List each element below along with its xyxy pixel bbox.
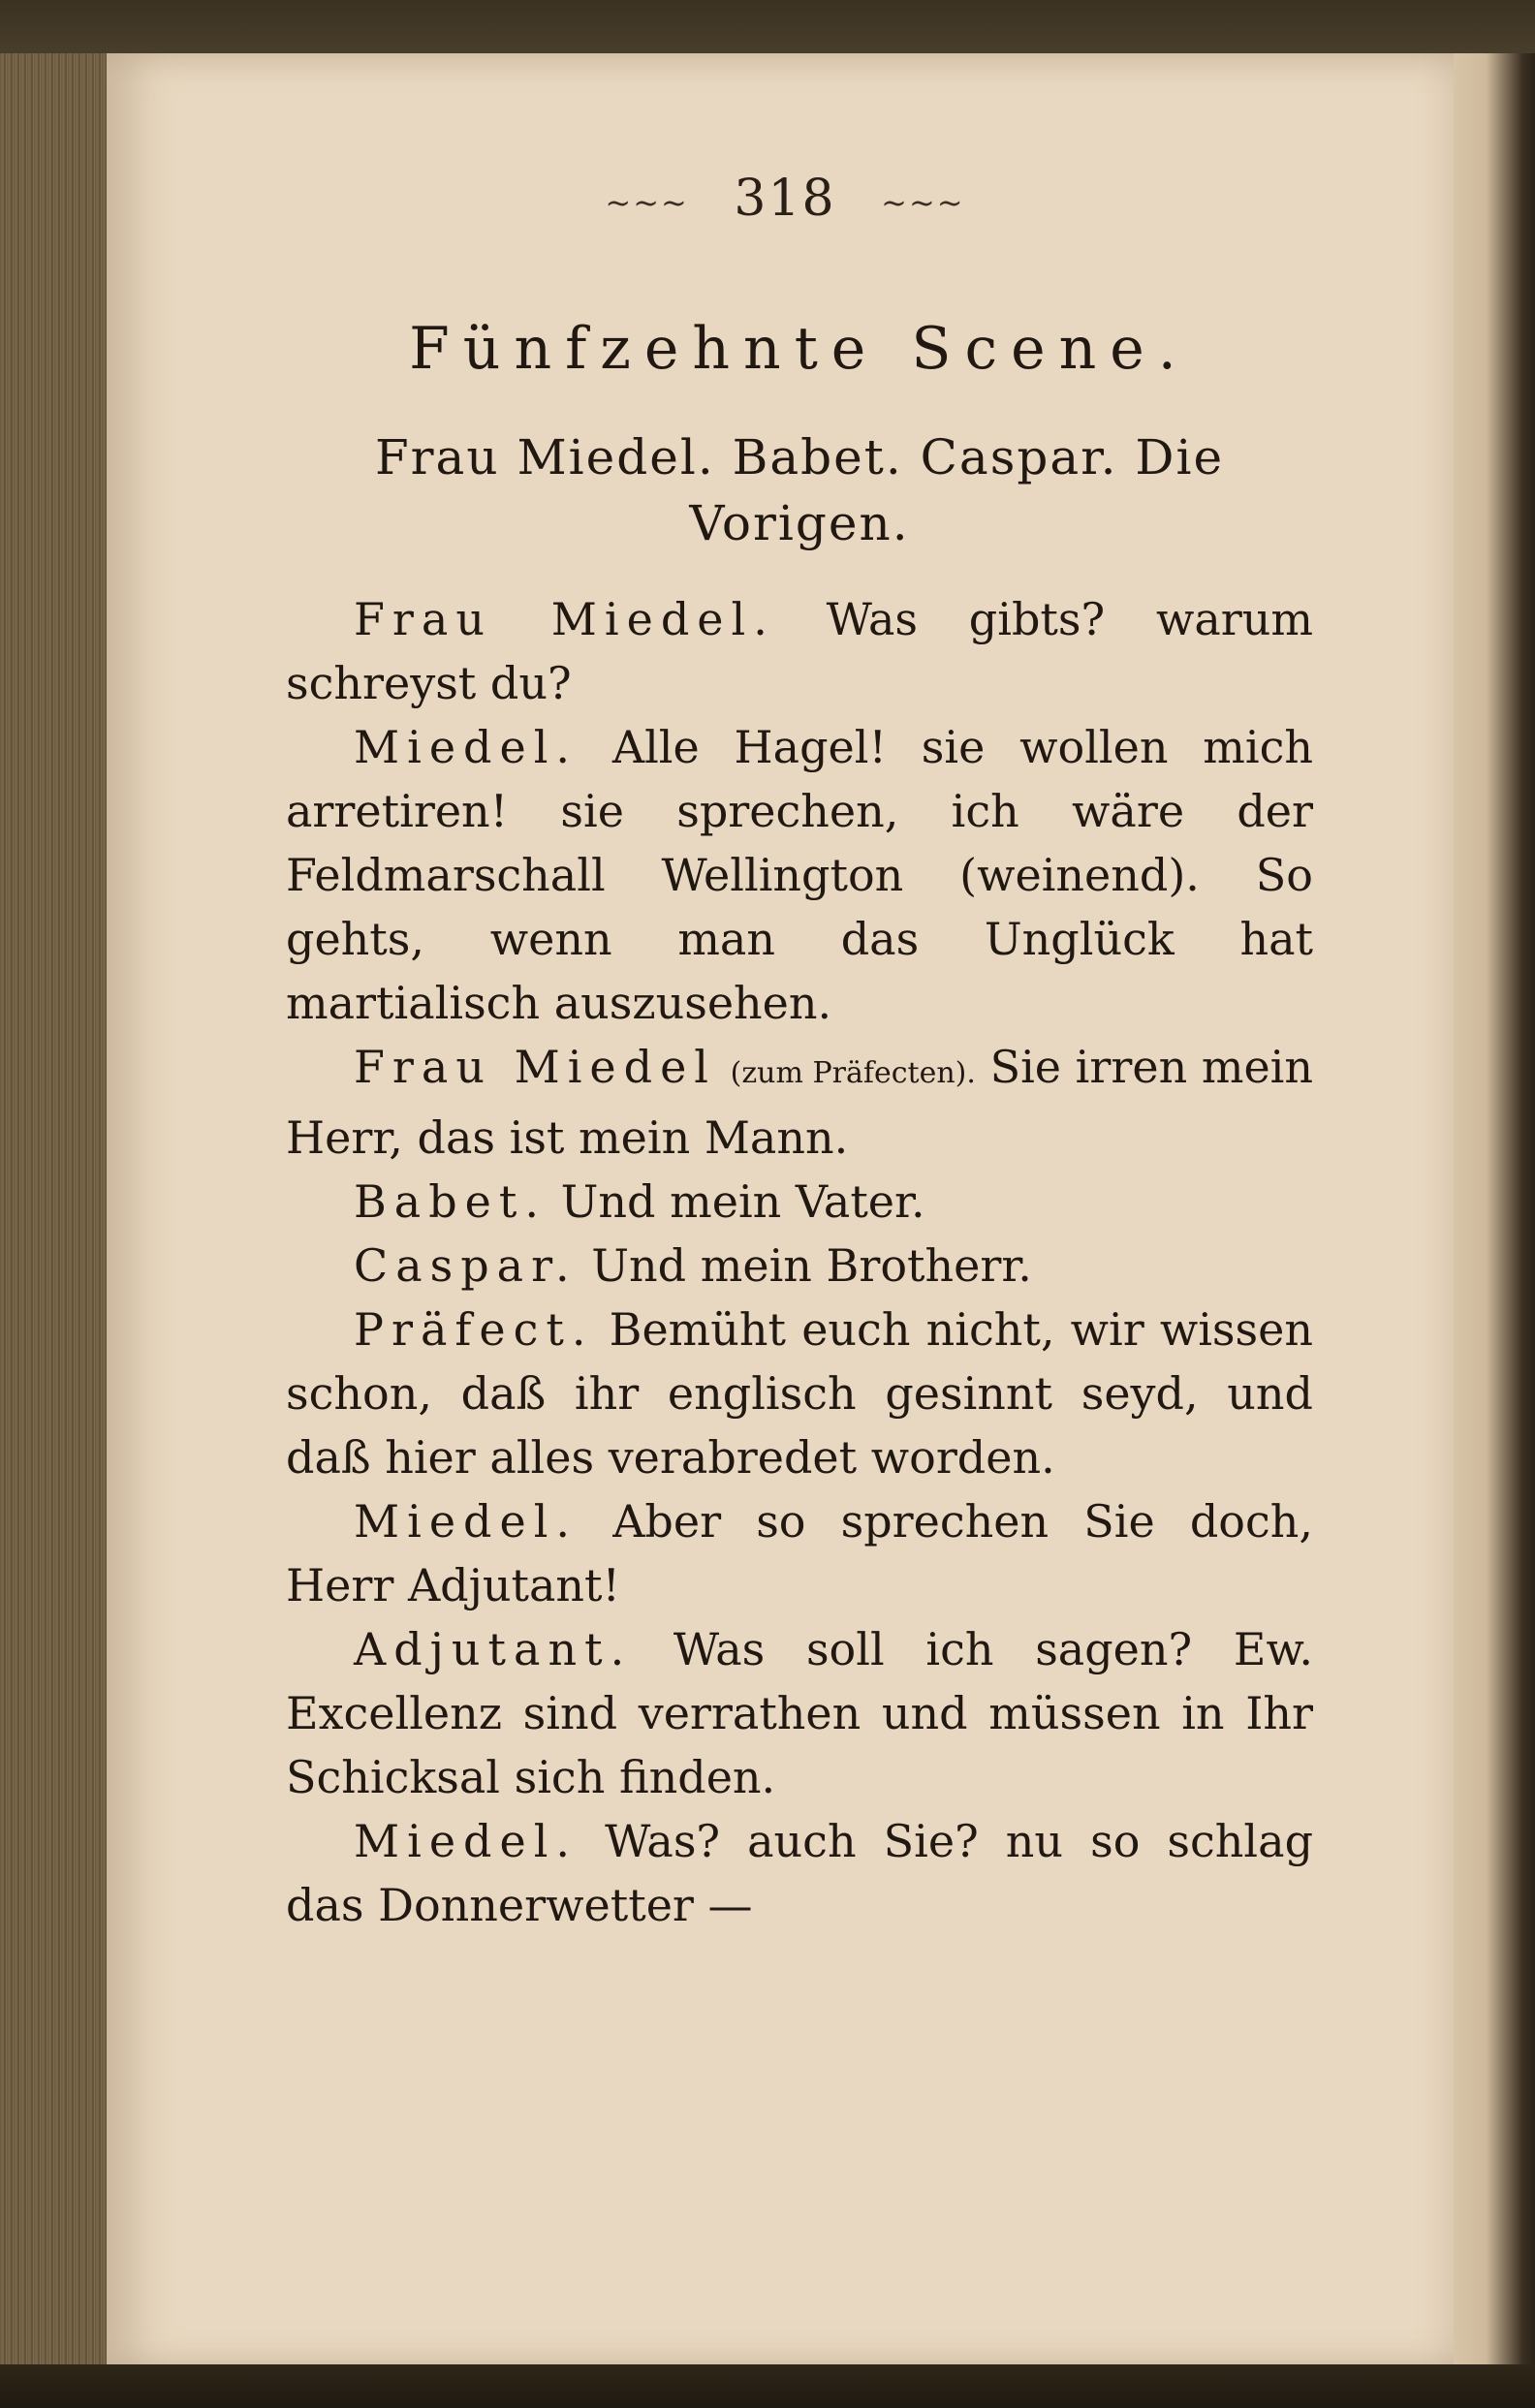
book-gutter-right <box>1454 53 1535 2374</box>
speaker-name: Frau Miedel. <box>354 593 775 645</box>
speaker-name: Babet. <box>354 1175 548 1228</box>
header-ornament-right: ~~~ <box>881 183 965 221</box>
speaker-name: Frau Miedel <box>354 1041 717 1093</box>
speech <box>286 1809 1313 1937</box>
book-cover-bottom <box>0 2364 1535 2408</box>
speech-text: Und mein Vater. <box>560 1175 925 1228</box>
speech-text: Sie irren mein Herr, das ist mein Mann. <box>286 1041 1314 1164</box>
stage-aside: (zum Präfecten). <box>730 1056 976 1090</box>
speaker-name: Präfect. <box>354 1303 594 1356</box>
book-cover-top <box>0 0 1535 58</box>
speech <box>286 715 1313 1035</box>
page-header <box>107 170 1463 237</box>
speech <box>286 1489 1313 1617</box>
speech <box>286 1298 1313 1489</box>
speech-text: Aber so sprechen Sie doch, Herr Adjutant! <box>286 1495 1313 1611</box>
speech-text: Was gibts? warum schreyst du? <box>286 593 1314 709</box>
speech <box>286 1617 1313 1809</box>
speech <box>286 1170 1313 1234</box>
speaker-name: Miedel. <box>354 1815 579 1867</box>
speaker-name: Adjutant. <box>354 1623 633 1675</box>
speech <box>286 587 1313 715</box>
speech <box>286 1035 1313 1170</box>
speech-text: Was soll ich sagen? Ew. Excellenz sind verrathen und müssen in Ihr Schicksal sich finden. <box>286 1623 1314 1803</box>
speech-text: Alle Hagel! sie wollen mich arretiren! sie sprechen, ich wäre der Feldmarschall Wellington (weinend). So gehts, wenn man das Unglück hat martialisch auszusehen. <box>286 721 1313 1029</box>
speech-text: Und mein Brotherr. <box>591 1239 1032 1292</box>
header-ornament-left: ~~~ <box>605 183 689 221</box>
speaker-name: Miedel. <box>354 1495 579 1548</box>
speech-text: Was? auch Sie? nu so schlag das Donnerwetter — <box>286 1815 1314 1931</box>
speech <box>286 1234 1313 1298</box>
page-number: 318 <box>734 170 836 228</box>
page-edges-left <box>0 53 111 2374</box>
stage-direction: Frau Miedel. Babet. Caspar. Die Vorigen. <box>374 429 1225 551</box>
scene-title: Fünfzehnte Scene. <box>409 315 1190 383</box>
speaker-name: Miedel. <box>354 721 579 773</box>
speaker-name: Caspar. <box>354 1239 578 1292</box>
page-text <box>286 310 1313 1937</box>
speech-text: Bemüht euch nicht, wir wissen schon, daß ihr englisch gesinnt seyd, und daß hier alles verabredet worden. <box>286 1303 1313 1484</box>
